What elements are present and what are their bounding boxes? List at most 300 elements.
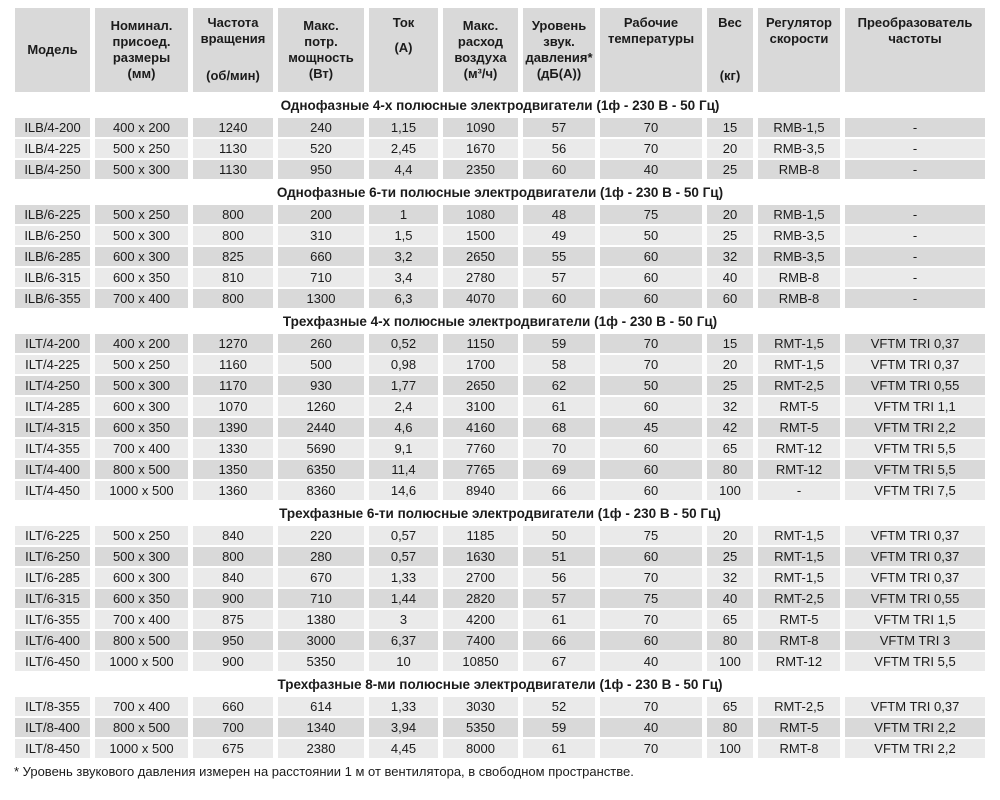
table-row [15, 289, 985, 308]
table-row [15, 631, 985, 650]
value-cell: 500 [278, 355, 364, 374]
value-cell: 5350 [278, 652, 364, 671]
value-cell: 50 [523, 526, 595, 545]
value-cell: 60 [600, 460, 702, 479]
value-cell: RMT-5 [758, 718, 840, 737]
table-row [15, 547, 985, 566]
column-header-text: давления* [525, 50, 593, 65]
value-cell: 280 [278, 547, 364, 566]
column-header-text: скорости [769, 31, 829, 46]
value-cell: 2650 [443, 376, 518, 395]
table-row [15, 610, 985, 629]
column-header-7 [600, 8, 702, 92]
value-cell: - [845, 205, 985, 224]
column-header-text: присоед. [112, 34, 171, 49]
value-cell: 60 [600, 547, 702, 566]
column-header-text: (об/мин) [206, 68, 260, 83]
value-cell: 220 [278, 526, 364, 545]
column-header-text: температуры [607, 31, 695, 46]
table-row [15, 526, 985, 545]
value-cell: 59 [523, 334, 595, 353]
value-cell: 670 [278, 568, 364, 587]
value-cell: 40 [600, 718, 702, 737]
value-cell: 900 [193, 652, 273, 671]
value-cell: 500 x 250 [95, 139, 188, 158]
value-cell: 800 [193, 289, 273, 308]
value-cell: 66 [523, 481, 595, 500]
value-cell: 1330 [193, 439, 273, 458]
column-header-text: размеры [112, 50, 171, 65]
value-cell: 70 [600, 568, 702, 587]
value-cell: 900 [193, 589, 273, 608]
value-cell: VFTM TRI 0,37 [845, 568, 985, 587]
value-cell: 2350 [443, 160, 518, 179]
column-header-text: воздуха [454, 50, 507, 65]
value-cell: 2700 [443, 568, 518, 587]
value-cell: 800 x 500 [95, 460, 188, 479]
value-cell: 60 [600, 289, 702, 308]
value-cell: 68 [523, 418, 595, 437]
column-header-lines [845, 8, 985, 92]
value-cell: 42 [707, 418, 753, 437]
value-cell: 25 [707, 160, 753, 179]
value-cell: 1,77 [369, 376, 438, 395]
value-cell: 710 [278, 268, 364, 287]
value-cell: RMB-8 [758, 289, 840, 308]
value-cell: 25 [707, 226, 753, 245]
column-header-text: Преобразователь [857, 15, 973, 30]
value-cell: 1360 [193, 481, 273, 500]
value-cell: 0,98 [369, 355, 438, 374]
value-cell: 1380 [278, 610, 364, 629]
model-cell: ILT/6-250 [15, 547, 90, 566]
table-row [15, 205, 985, 224]
column-header-text: Регулятор [766, 15, 832, 30]
value-cell: 60 [600, 397, 702, 416]
value-cell: 1090 [443, 118, 518, 137]
column-header-text: Макс. [303, 18, 339, 33]
value-cell: VFTM TRI 7,5 [845, 481, 985, 500]
value-cell: RMT-12 [758, 652, 840, 671]
table-row [15, 247, 985, 266]
section-title: Трехфазные 4-х полюсные электродвигатели (1ф - 230 В - 50 Гц) [15, 310, 985, 332]
value-cell: 0,52 [369, 334, 438, 353]
value-cell: 75 [600, 589, 702, 608]
value-cell: RMT-5 [758, 610, 840, 629]
column-header-lines [523, 8, 595, 92]
value-cell: 60 [600, 268, 702, 287]
table-row [15, 739, 985, 758]
value-cell: - [758, 481, 840, 500]
value-cell: 48 [523, 205, 595, 224]
column-header-text: Частота [207, 15, 259, 30]
value-cell: 660 [193, 697, 273, 716]
value-cell: 1185 [443, 526, 518, 545]
value-cell: RMT-1,5 [758, 568, 840, 587]
model-cell: ILT/6-225 [15, 526, 90, 545]
value-cell: 400 x 200 [95, 334, 188, 353]
value-cell: 700 x 400 [95, 289, 188, 308]
column-header-lines [369, 8, 438, 92]
table-row [15, 460, 985, 479]
value-cell: - [845, 247, 985, 266]
table-row [15, 118, 985, 137]
value-cell: 4070 [443, 289, 518, 308]
model-cell: ILT/4-355 [15, 439, 90, 458]
value-cell: - [845, 226, 985, 245]
value-cell: 20 [707, 139, 753, 158]
value-cell: 2650 [443, 247, 518, 266]
table-row [15, 226, 985, 245]
column-header-text: Номинал. [110, 18, 173, 33]
value-cell: 25 [707, 376, 753, 395]
value-cell: 1,5 [369, 226, 438, 245]
value-cell: 80 [707, 631, 753, 650]
table-row [15, 697, 985, 716]
value-cell: 710 [278, 589, 364, 608]
value-cell: 100 [707, 739, 753, 758]
section-title-row [15, 310, 985, 332]
column-header-text: Уровень [531, 18, 587, 33]
value-cell: 60 [523, 289, 595, 308]
value-cell: 45 [600, 418, 702, 437]
column-header-lines [278, 8, 364, 92]
value-cell: 1000 x 500 [95, 739, 188, 758]
value-cell: 70 [600, 355, 702, 374]
value-cell: 1270 [193, 334, 273, 353]
model-cell: ILB/6-225 [15, 205, 90, 224]
value-cell: 660 [278, 247, 364, 266]
value-cell: 1390 [193, 418, 273, 437]
table-row [15, 481, 985, 500]
table-body [15, 94, 985, 758]
value-cell: 500 x 300 [95, 376, 188, 395]
model-cell: ILT/4-200 [15, 334, 90, 353]
model-cell: ILT/4-400 [15, 460, 90, 479]
value-cell: 60 [523, 160, 595, 179]
table-row [15, 376, 985, 395]
value-cell: 840 [193, 568, 273, 587]
value-cell: 10 [369, 652, 438, 671]
value-cell: VFTM TRI 0,37 [845, 547, 985, 566]
value-cell: 70 [600, 118, 702, 137]
value-cell: 800 [193, 547, 273, 566]
value-cell: 80 [707, 460, 753, 479]
value-cell: VFTM TRI 2,2 [845, 718, 985, 737]
value-cell: 69 [523, 460, 595, 479]
value-cell: 50 [600, 376, 702, 395]
column-header-text: Рабочие [623, 15, 679, 30]
table-row [15, 652, 985, 671]
header-row [15, 8, 985, 92]
value-cell: 15 [707, 334, 753, 353]
value-cell: 11,4 [369, 460, 438, 479]
value-cell: 500 x 300 [95, 547, 188, 566]
model-cell: ILT/4-450 [15, 481, 90, 500]
value-cell: 2440 [278, 418, 364, 437]
value-cell: 32 [707, 568, 753, 587]
value-cell: 40 [707, 589, 753, 608]
value-cell: 65 [707, 610, 753, 629]
column-header-lines [707, 8, 753, 92]
value-cell: 500 x 300 [95, 160, 188, 179]
model-cell: ILB/6-355 [15, 289, 90, 308]
value-cell: RMT-1,5 [758, 526, 840, 545]
model-cell: ILT/8-355 [15, 697, 90, 716]
value-cell: 600 x 350 [95, 418, 188, 437]
model-cell: ILT/6-450 [15, 652, 90, 671]
column-header-text: Вес [718, 15, 742, 30]
value-cell: 8000 [443, 739, 518, 758]
value-cell: 1,33 [369, 697, 438, 716]
value-cell: - [845, 139, 985, 158]
model-cell: ILT/6-315 [15, 589, 90, 608]
value-cell: RMB-1,5 [758, 118, 840, 137]
value-cell: RMB-8 [758, 268, 840, 287]
value-cell: 8360 [278, 481, 364, 500]
value-cell: 600 x 350 [95, 589, 188, 608]
value-cell: RMB-3,5 [758, 247, 840, 266]
column-header-text: (м³/ч) [463, 66, 498, 81]
value-cell: 60 [600, 481, 702, 500]
value-cell: 5350 [443, 718, 518, 737]
column-header-text: Ток [392, 15, 415, 30]
value-cell: 1000 x 500 [95, 652, 188, 671]
value-cell: 500 x 250 [95, 526, 188, 545]
value-cell: 3,94 [369, 718, 438, 737]
column-header-0 [15, 8, 90, 92]
value-cell: 9,1 [369, 439, 438, 458]
model-cell: ILB/6-285 [15, 247, 90, 266]
model-cell: ILT/4-285 [15, 397, 90, 416]
value-cell: 2780 [443, 268, 518, 287]
value-cell: VFTM TRI 5,5 [845, 652, 985, 671]
value-cell: 3030 [443, 697, 518, 716]
value-cell: VFTM TRI 3 [845, 631, 985, 650]
value-cell: VFTM TRI 0,55 [845, 589, 985, 608]
section-title: Трехфазные 6-ти полюсные электродвигатели (1ф - 230 В - 50 Гц) [15, 502, 985, 524]
value-cell: 840 [193, 526, 273, 545]
value-cell: 2820 [443, 589, 518, 608]
model-cell: ILT/4-315 [15, 418, 90, 437]
section-title-row [15, 502, 985, 524]
value-cell: 310 [278, 226, 364, 245]
table-row [15, 568, 985, 587]
column-header-8 [707, 8, 753, 92]
value-cell: 1130 [193, 139, 273, 158]
value-cell: 40 [707, 268, 753, 287]
value-cell: 1,33 [369, 568, 438, 587]
model-cell: ILB/4-225 [15, 139, 90, 158]
value-cell: 1500 [443, 226, 518, 245]
column-header-lines [15, 8, 90, 92]
model-cell: ILT/8-450 [15, 739, 90, 758]
value-cell: 700 x 400 [95, 439, 188, 458]
value-cell: 62 [523, 376, 595, 395]
value-cell: - [845, 160, 985, 179]
value-cell: RMB-1,5 [758, 205, 840, 224]
value-cell: 200 [278, 205, 364, 224]
value-cell: 5690 [278, 439, 364, 458]
value-cell: 600 x 350 [95, 268, 188, 287]
model-cell: ILB/4-200 [15, 118, 90, 137]
fan-spec-table [10, 6, 990, 760]
column-header-lines [758, 8, 840, 92]
value-cell: 1150 [443, 334, 518, 353]
value-cell: 50 [600, 226, 702, 245]
section-title-row [15, 94, 985, 116]
value-cell: 700 x 400 [95, 610, 188, 629]
column-header-text: (мм) [127, 66, 156, 81]
column-header-text: расход [457, 34, 504, 49]
section-title: Трехфазные 8-ми полюсные электродвигатели (1ф - 230 В - 50 Гц) [15, 673, 985, 695]
value-cell: 56 [523, 139, 595, 158]
value-cell: 600 x 300 [95, 397, 188, 416]
value-cell: VFTM TRI 0,37 [845, 334, 985, 353]
value-cell: 1 [369, 205, 438, 224]
section-title-row [15, 673, 985, 695]
value-cell: 20 [707, 355, 753, 374]
table-row [15, 160, 985, 179]
value-cell: 600 x 300 [95, 247, 188, 266]
value-cell: 40 [600, 652, 702, 671]
table-row [15, 439, 985, 458]
value-cell: 500 x 250 [95, 355, 188, 374]
section-title: Однофазные 6-ти полюсные электродвигатели (1ф - 230 В - 50 Гц) [15, 181, 985, 203]
value-cell: 70 [523, 439, 595, 458]
value-cell: 10850 [443, 652, 518, 671]
value-cell: 61 [523, 397, 595, 416]
column-header-9 [758, 8, 840, 92]
value-cell: 260 [278, 334, 364, 353]
value-cell: 3 [369, 610, 438, 629]
value-cell: 3100 [443, 397, 518, 416]
value-cell: 0,57 [369, 547, 438, 566]
value-cell: RMT-8 [758, 739, 840, 758]
table-row [15, 589, 985, 608]
value-cell: 6,3 [369, 289, 438, 308]
value-cell: 4,45 [369, 739, 438, 758]
value-cell: 75 [600, 205, 702, 224]
value-cell: 57 [523, 589, 595, 608]
value-cell: 6,37 [369, 631, 438, 650]
value-cell: 875 [193, 610, 273, 629]
value-cell: 75 [600, 526, 702, 545]
value-cell: 930 [278, 376, 364, 395]
table-row [15, 139, 985, 158]
value-cell: 1170 [193, 376, 273, 395]
value-cell: 1160 [193, 355, 273, 374]
value-cell: 61 [523, 739, 595, 758]
value-cell: 1,44 [369, 589, 438, 608]
value-cell: RMT-1,5 [758, 355, 840, 374]
column-header-text: (А) [394, 40, 413, 55]
column-header-1 [95, 8, 188, 92]
model-cell: ILT/4-225 [15, 355, 90, 374]
table-row [15, 355, 985, 374]
value-cell: 20 [707, 526, 753, 545]
value-cell: RMT-8 [758, 631, 840, 650]
column-header-5 [443, 8, 518, 92]
column-header-text: Макс. [462, 18, 499, 33]
section-title-row [15, 181, 985, 203]
value-cell: 1300 [278, 289, 364, 308]
value-cell: RMB-3,5 [758, 226, 840, 245]
value-cell: 1700 [443, 355, 518, 374]
value-cell: 60 [600, 631, 702, 650]
value-cell: 1,15 [369, 118, 438, 137]
model-cell: ILT/6-355 [15, 610, 90, 629]
column-header-text: потр. [304, 34, 338, 49]
value-cell: 52 [523, 697, 595, 716]
value-cell: 3,4 [369, 268, 438, 287]
value-cell: 4,6 [369, 418, 438, 437]
value-cell: - [845, 118, 985, 137]
value-cell: 8940 [443, 481, 518, 500]
value-cell: RMB-3,5 [758, 139, 840, 158]
value-cell: 7765 [443, 460, 518, 479]
value-cell: 4160 [443, 418, 518, 437]
value-cell: 66 [523, 631, 595, 650]
value-cell: VFTM TRI 5,5 [845, 460, 985, 479]
model-cell: ILT/6-285 [15, 568, 90, 587]
value-cell: 32 [707, 247, 753, 266]
value-cell: VFTM TRI 1,1 [845, 397, 985, 416]
column-header-4 [369, 8, 438, 92]
value-cell: RMT-12 [758, 439, 840, 458]
value-cell: 520 [278, 139, 364, 158]
value-cell: VFTM TRI 2,2 [845, 418, 985, 437]
value-cell: 1260 [278, 397, 364, 416]
column-header-text: (дБ(А)) [536, 66, 582, 81]
value-cell: 500 x 300 [95, 226, 188, 245]
value-cell: 2,4 [369, 397, 438, 416]
column-header-text: мощность [288, 50, 354, 65]
column-header-text: (кг) [719, 68, 741, 83]
value-cell: 60 [707, 289, 753, 308]
value-cell: 40 [600, 160, 702, 179]
value-cell: RMT-2,5 [758, 376, 840, 395]
value-cell: 70 [600, 139, 702, 158]
value-cell: 675 [193, 739, 273, 758]
value-cell: 6350 [278, 460, 364, 479]
sound-level-footnote: * Уровень звукового давления измерен на расстоянии 1 м от вентилятора, в свободном пространстве. [14, 764, 634, 779]
value-cell: 1630 [443, 547, 518, 566]
value-cell: 100 [707, 652, 753, 671]
value-cell: 14,6 [369, 481, 438, 500]
value-cell: 2380 [278, 739, 364, 758]
value-cell: 800 x 500 [95, 718, 188, 737]
table-row [15, 397, 985, 416]
value-cell: 67 [523, 652, 595, 671]
value-cell: 60 [600, 439, 702, 458]
value-cell: 400 x 200 [95, 118, 188, 137]
model-cell: ILB/6-250 [15, 226, 90, 245]
table-row [15, 718, 985, 737]
column-header-2 [193, 8, 273, 92]
value-cell: 61 [523, 610, 595, 629]
value-cell: - [845, 268, 985, 287]
table-row [15, 418, 985, 437]
value-cell: 58 [523, 355, 595, 374]
value-cell: 825 [193, 247, 273, 266]
value-cell: 70 [600, 697, 702, 716]
value-cell: 1240 [193, 118, 273, 137]
value-cell: 700 x 400 [95, 697, 188, 716]
model-cell: ILT/4-250 [15, 376, 90, 395]
column-header-10 [845, 8, 985, 92]
value-cell: 600 x 300 [95, 568, 188, 587]
